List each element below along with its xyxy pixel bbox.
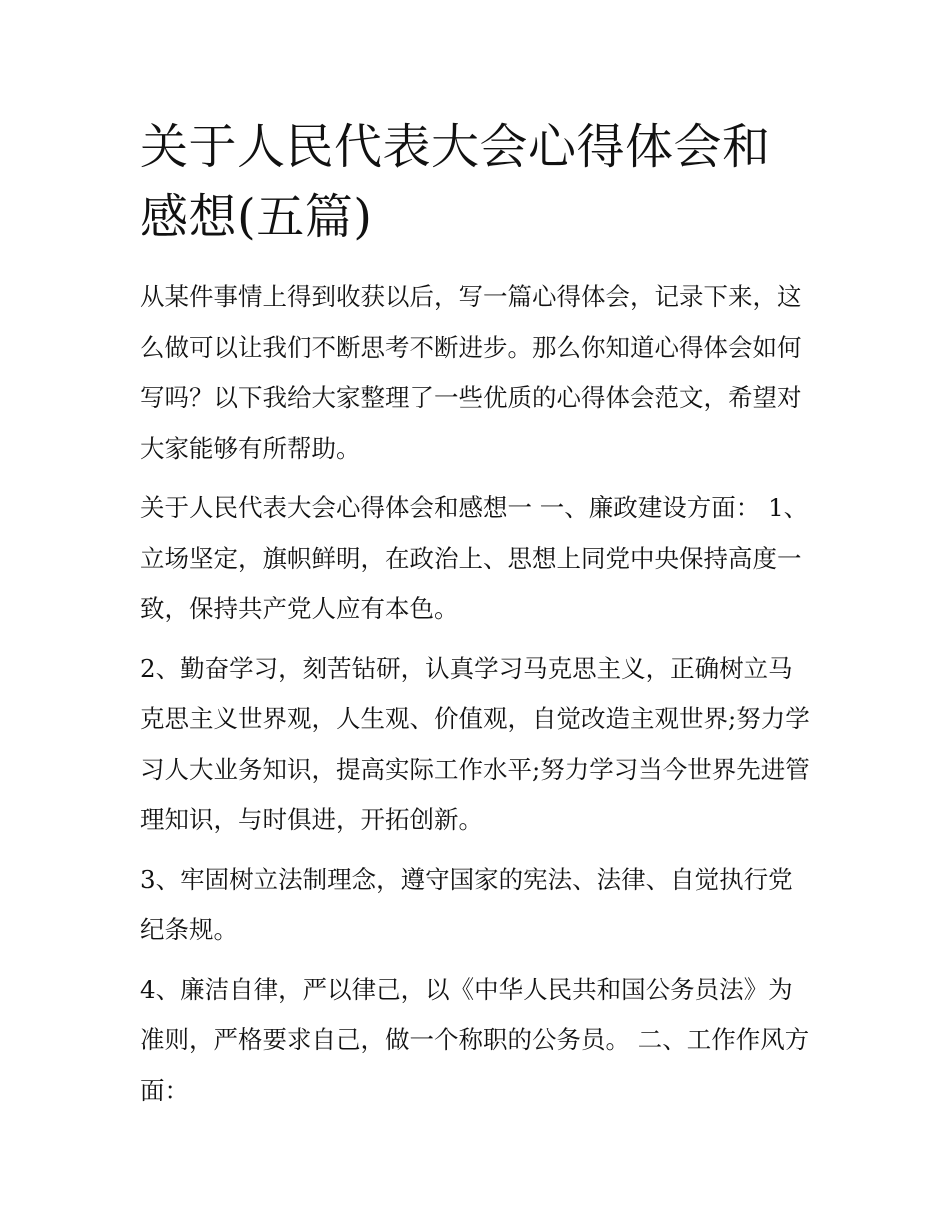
document-body <box>140 112 812 1116</box>
paragraph-section-one: 关于人民代表大会心得体会和感想一 一、廉政建设方面： 1、立场坚定，旗帜鲜明，在政治上、思想上同党中央保持高度一致，保持共产党人应有本色。 <box>140 493 809 623</box>
paragraph-item-2: 2、勤奋学习，刻苦钻研，认真学习马克思主义，正确树立马克思主义世界观，人生观、价值观，自觉改造主观世界;努力学习人大业务知识，提高实际工作水平;努力学习当今世界先进管理知识，与时俱进，开拓创新。 <box>140 653 810 834</box>
paragraph-intro: 从某件事情上得到收获以后，写一篇心得体会，记录下来，这么做可以让我们不断思考不断进步。那么你知道心得体会如何写吗？以下我给大家整理了一些优质的心得体会范文，希望对大家能够有所帮助。 <box>140 282 802 463</box>
paragraph-item-3: 3、牢固树立法制理念，遵守国家的宪法、法律、自觉执行党纪条规。 <box>140 864 793 944</box>
paragraph-item-4: 4、廉洁自律，严以律己，以《中华人民共和国公务员法》为准则，严格要求自己，做一个称职的公务员。 二、工作作风方面： <box>140 974 810 1105</box>
document-title: 关于人民代表大会心得体会和感想(五篇) <box>140 119 771 245</box>
